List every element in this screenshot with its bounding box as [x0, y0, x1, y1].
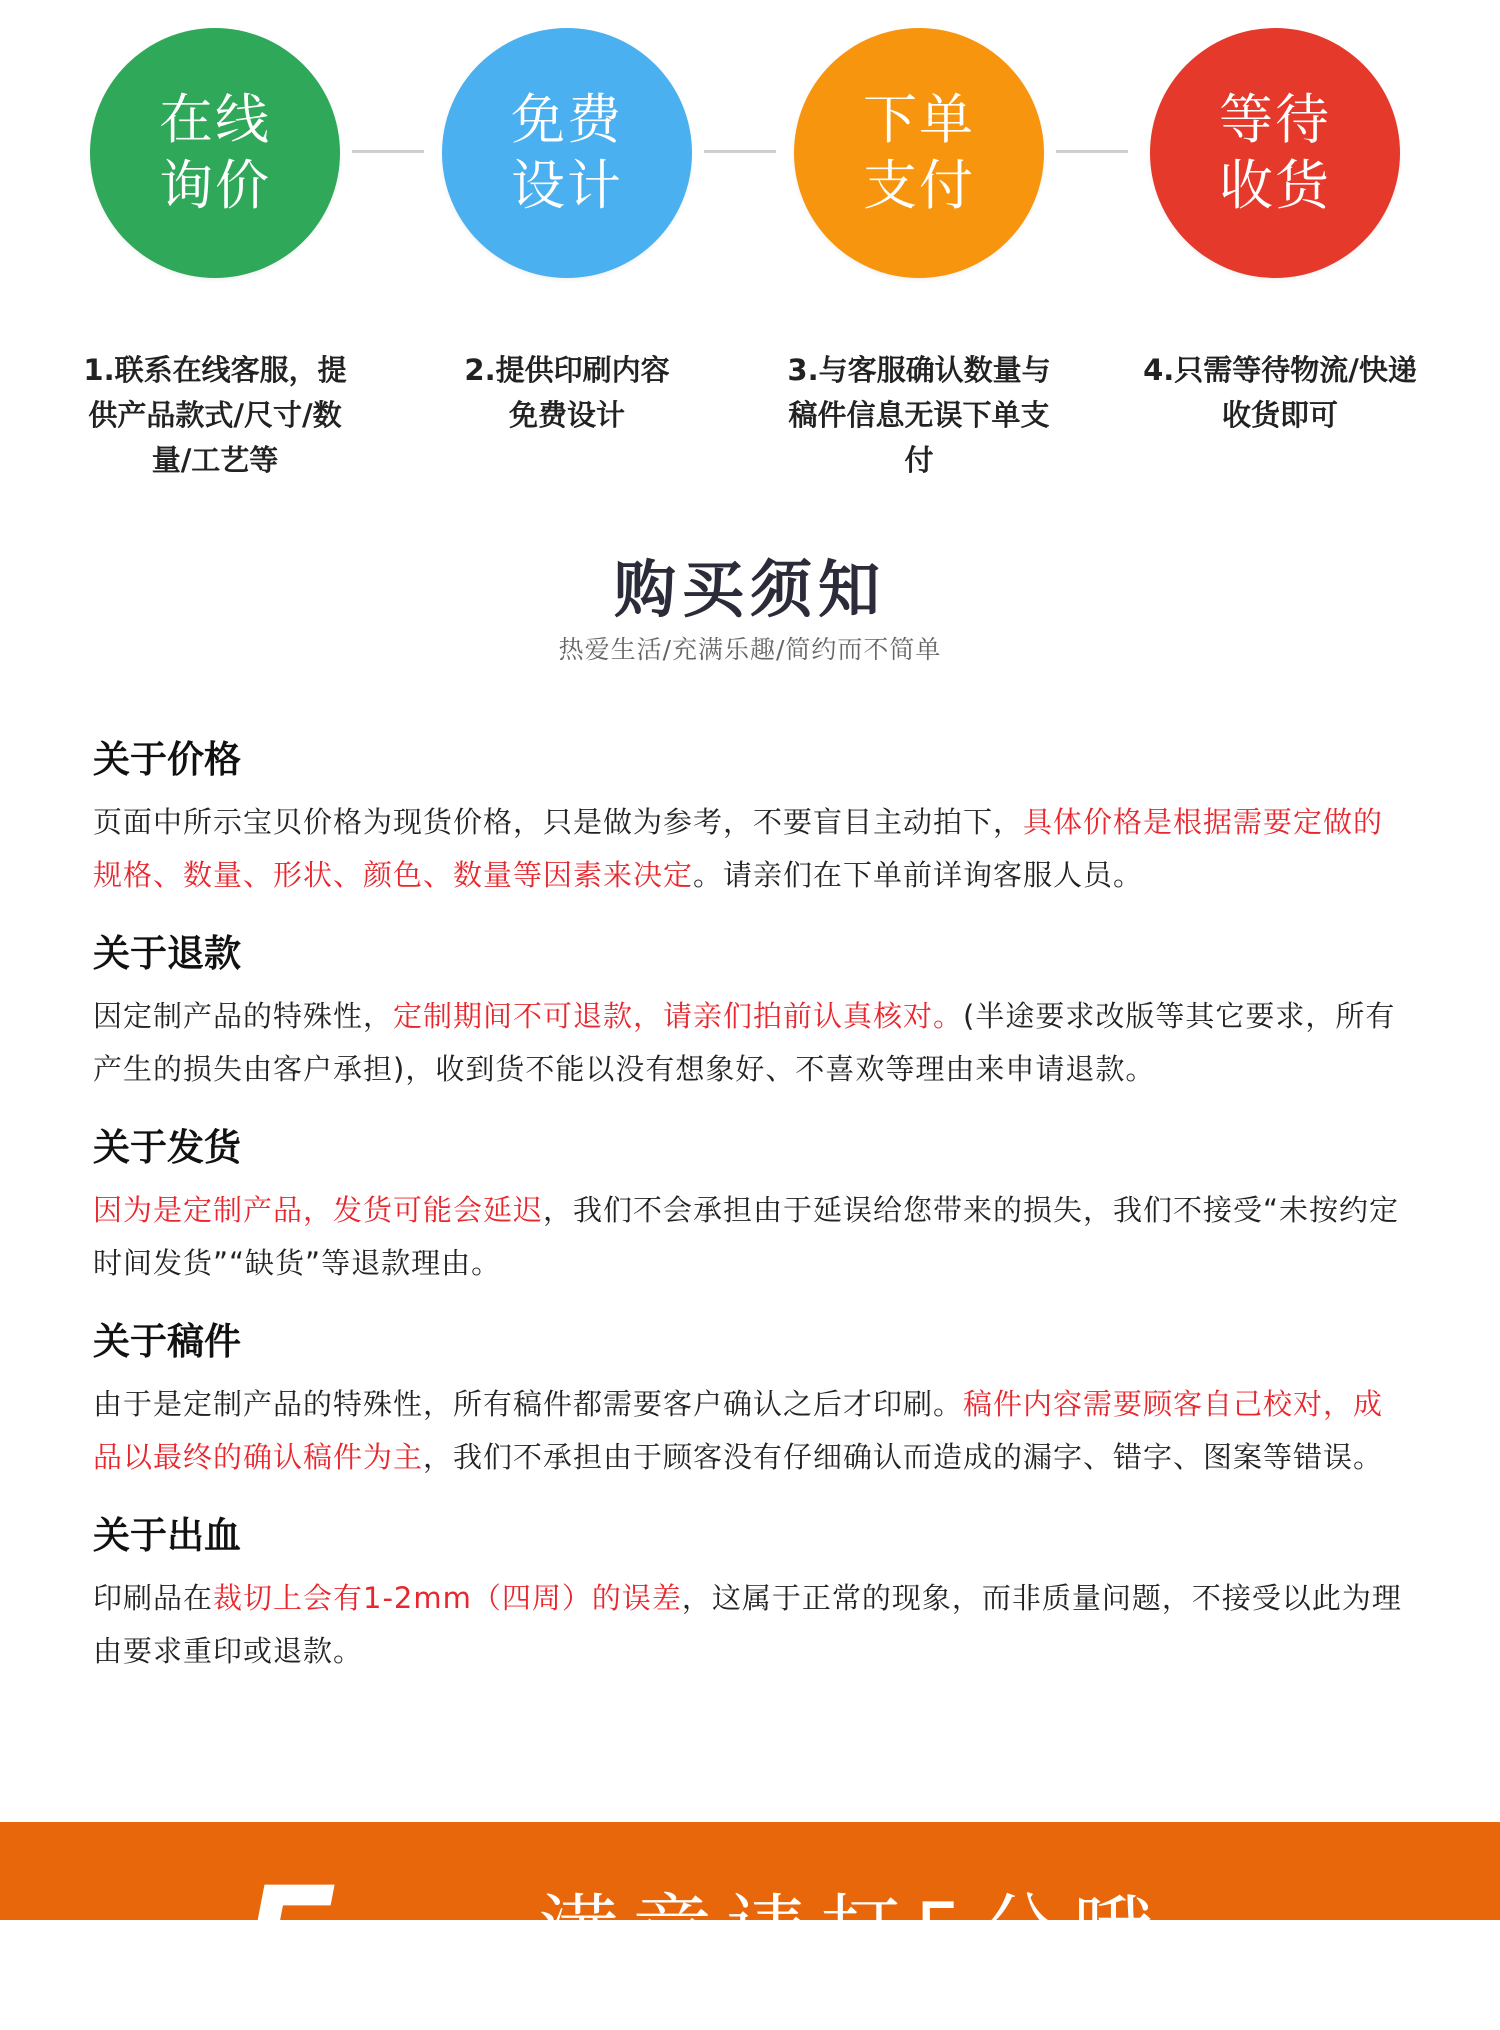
- body-highlight: 因为是定制产品，发货可能会延迟: [93, 1193, 544, 1227]
- banner-big-number: 5: [238, 1856, 343, 2030]
- body-highlight: 具体价格是根据需要定做的规格、数量、形状、颜色、数量等因素来决定: [93, 805, 1384, 892]
- step-circle-label: 在线: [159, 88, 271, 151]
- body-text: ，我们不会承担由于延误给您带来的损失，我们不接受“未按约定时间发货”“缺货”等退款理由。: [93, 1193, 1400, 1280]
- step-circle-label: 收货: [1219, 154, 1331, 217]
- section-heading: 关于退款: [93, 932, 241, 975]
- step-circle-label: 等待: [1219, 88, 1331, 151]
- body-text: 因定制产品的特殊性，: [93, 999, 394, 1033]
- body-text: 由于是定制产品的特殊性，所有稿件都需要客户确认之后才印刷。: [93, 1387, 964, 1421]
- section-shipping: [93, 1118, 1413, 1290]
- step-description-line: 付: [904, 443, 934, 477]
- step-circle-label: 免费: [511, 88, 623, 151]
- section-body: [93, 796, 1413, 902]
- step-connector: [1056, 150, 1128, 153]
- step-description-line: 免费设计: [508, 398, 625, 432]
- body-text: (半途要求改版等其它要求，所有产生的损失由客户承担)，收到货不能以没有想象好、不喜欢等理由来申请退款。: [93, 999, 1396, 1086]
- step-description-line: 1.联系在线客服，提: [83, 353, 347, 387]
- section-body: [93, 1572, 1413, 1678]
- step-circle-design: [442, 28, 692, 278]
- section-bleed: [93, 1506, 1413, 1678]
- notice-title: 购买须知: [613, 553, 886, 626]
- step-circle-payment: [794, 28, 1044, 278]
- section-heading: 关于价格: [93, 738, 241, 781]
- body-text: 印刷品在: [93, 1581, 214, 1615]
- section-body: [93, 990, 1413, 1096]
- section-heading: 关于稿件: [93, 1320, 241, 1363]
- banner-text: 满意请打5分哦: [538, 1886, 1167, 1979]
- step-description-line: 供产品款式/尺寸/数: [88, 398, 342, 432]
- step-description-inquiry: [45, 348, 385, 483]
- body-text: ，我们不承担由于顾客没有仔细确认而造成的漏字、错字、图案等错误。: [423, 1440, 1384, 1474]
- rating-banner: [0, 1822, 1500, 2030]
- step-connector: [704, 150, 776, 153]
- step-circle-label: 下单: [863, 88, 975, 151]
- step-description-line: 4.只需等待物流/快递: [1143, 353, 1417, 387]
- step-circle-inquiry: [90, 28, 340, 278]
- section-body: [93, 1378, 1413, 1484]
- section-heading: 关于出血: [93, 1514, 241, 1557]
- notice-subtitle: 热爱生活/充满乐趣/简约而不简单: [558, 635, 942, 664]
- section-body: [93, 1184, 1413, 1290]
- step-description-payment: [749, 348, 1089, 483]
- step-connector: [352, 150, 424, 153]
- body-highlight: 定制期间不可退款，请亲们拍前认真核对。: [393, 999, 964, 1033]
- step-description-line: 2.提供印刷内容: [464, 353, 670, 387]
- step-description-delivery: [1105, 348, 1455, 438]
- body-text: 。请亲们在下单前详询客服人员。: [693, 858, 1144, 892]
- step-description-design: [397, 348, 737, 438]
- step-circle-label: 设计: [511, 154, 623, 217]
- notice-sections: [93, 730, 1413, 1700]
- section-heading: 关于发货: [93, 1126, 241, 1169]
- process-steps: [0, 0, 1500, 480]
- body-text: ，这属于正常的现象，而非质量问题，不接受以此为理由要求重印或退款。: [93, 1581, 1402, 1668]
- section-refund: [93, 924, 1413, 1096]
- step-circle-label: 询价: [159, 154, 271, 217]
- body-text: 页面中所示宝贝价格为现货价格，只是做为参考，不要盲目主动拍下，: [93, 805, 1024, 839]
- body-highlight: 稿件内容需要顾客自己校对，成品以最终的确认稿件为主: [93, 1387, 1384, 1474]
- section-price: [93, 730, 1413, 902]
- step-description-line: 3.与客服确认数量与: [787, 353, 1051, 387]
- section-draft: [93, 1312, 1413, 1484]
- step-description-line: 收货即可: [1221, 398, 1338, 432]
- step-circle-delivery: [1150, 28, 1400, 278]
- step-description-line: 稿件信息无误下单支: [788, 398, 1050, 432]
- step-description-line: 量/工艺等: [151, 443, 279, 477]
- step-circle-label: 支付: [863, 154, 975, 217]
- body-highlight: 裁切上会有1-2mm（四周）的误差: [213, 1581, 682, 1615]
